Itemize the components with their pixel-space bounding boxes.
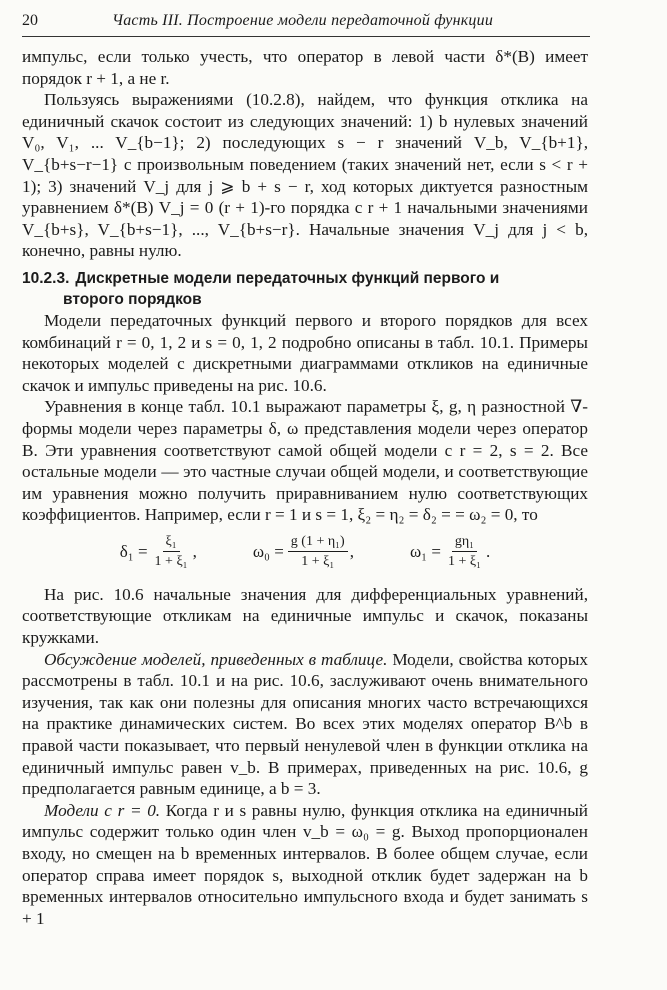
header-rule <box>22 36 590 37</box>
discussion-heading: Обсуждение моделей, приведенных в таблице. <box>44 649 388 669</box>
formula-omega0-lhs: ω₀ = <box>252 541 284 561</box>
denominator: 1 + ξ₁ <box>447 554 481 570</box>
formula-omega1 <box>410 533 490 570</box>
paragraph-models: Модели передаточных функций первого и второго порядков для всех комбинаций r = 0, 1, 2 и s = 0, 1, 2 подробно описаны в табл. 10.1. Примеры некоторых моделей с дискретными диаграммами откликов на единичные скачок и импульс приведены на рис. 10.6. <box>22 310 588 395</box>
section-number: 10.2.3. <box>22 269 70 287</box>
formula-delta1 <box>120 533 197 570</box>
r-zero-text: Когда r и s равны нулю, функция отклика на единичный импульс содержит только один член v_b = ω₀ = g. Выход пропорционален входу, но смещен на b временных интервалов. В более общем случае, если оператор справа имеет порядок s, выходной отклик будет задержан на b временных интервалов относительно импульсного входа и будет занимать s + 1 <box>22 800 588 928</box>
page-header <box>22 12 590 34</box>
numerator: g (1 + η₁) <box>288 533 348 552</box>
paragraph-discussion <box>22 649 588 800</box>
paragraph-r-zero <box>22 800 588 930</box>
section-title-line1: Дискретные модели передаточных функций первого и <box>75 269 500 287</box>
numerator: ξ₁ <box>163 533 180 552</box>
formula-punct: . <box>485 541 491 561</box>
paragraph-equations: Уравнения в конце табл. 10.1 выражают параметры ξ, g, η разностной ∇-формы модели через параметры δ, ω представления модели через оператор B. Эти уравнения соответствуют самой общей модели с r = 2, s = 2. Все остальные модели — это частные случаи общей модели, и соответствующие им уравнения можно получить приравниванием нулю соответствующих коэффициентов. Например, если r = 1 и s = 1, ξ₂ = η₂ = δ₂ = = ω₂ = 0, то <box>22 397 588 525</box>
fraction <box>288 533 348 570</box>
formula-omega1-lhs: ω₁ = <box>409 541 441 561</box>
section-title-line2: второго порядков <box>63 290 202 308</box>
r-zero-heading: Модели с r = 0. <box>44 800 161 820</box>
discussion-text: Модели, свойства которых рассмотрены в табл. 10.1 и на рис. 10.6, заслуживают очень внимательного изучения, так как они полезны для описания многих часто встречающихся на практике динамических систем. Во всех этих моделях оператор B^b в правой части показывает, что первый ненулевой член в функции отклика на единичный импульс равен v_b. В примерах, приведенных на рис. 10.6, g предполагается равным единице, а b = 3. <box>22 649 588 799</box>
fraction <box>152 533 191 570</box>
numerator: gη₁ <box>452 533 477 552</box>
formula-punct: , <box>192 541 197 561</box>
running-title: Часть III. Построение модели передаточной функции <box>112 12 494 29</box>
paragraph-step-response: Пользуясь выражениями (10.2.8), найдем, что функция отклика на единичный скачок состоит из следующих значений: 1) b нулевых значений V₀, V₁, ... V_{b−1}; 2) последующих s − r значений V_b, V_{b+1}, V_{b+s−r−1} с произвольным поведением (таких значений нет, если s < r + 1); 3) значений V_j для j ⩾ b + s − r, ход которых диктуется разностным уравнением δ*(B) V_j = 0 (r + 1)-го порядка с r + 1 начальными значениями V_{b+s}, V_{b+s−1}, ..., V_{b+s−r}. Начальные значения V_j для j < b, конечно, равны нулю. <box>22 90 588 261</box>
formula-punct: , <box>349 541 354 561</box>
section-heading <box>22 268 588 310</box>
paragraph-initial-values: На рис. 10.6 начальные значения для дифференциальных уравнений, соответствующие откликам на единичные импульс и скачок, показаны кружками. <box>22 584 588 648</box>
denominator: 1 + ξ₁ <box>301 554 335 570</box>
formula-delta1-lhs: δ₁ = <box>119 541 148 561</box>
display-formula <box>22 526 588 578</box>
body-text <box>22 46 588 929</box>
paragraph-continuation: импульс, если только учесть, что оператор в левой части δ*(B) имеет порядок r + 1, а не r. <box>22 47 588 88</box>
fraction <box>445 533 484 570</box>
page-number: 20 <box>22 12 38 29</box>
denominator: 1 + ξ₁ <box>154 554 188 570</box>
formula-omega0 <box>253 533 354 570</box>
